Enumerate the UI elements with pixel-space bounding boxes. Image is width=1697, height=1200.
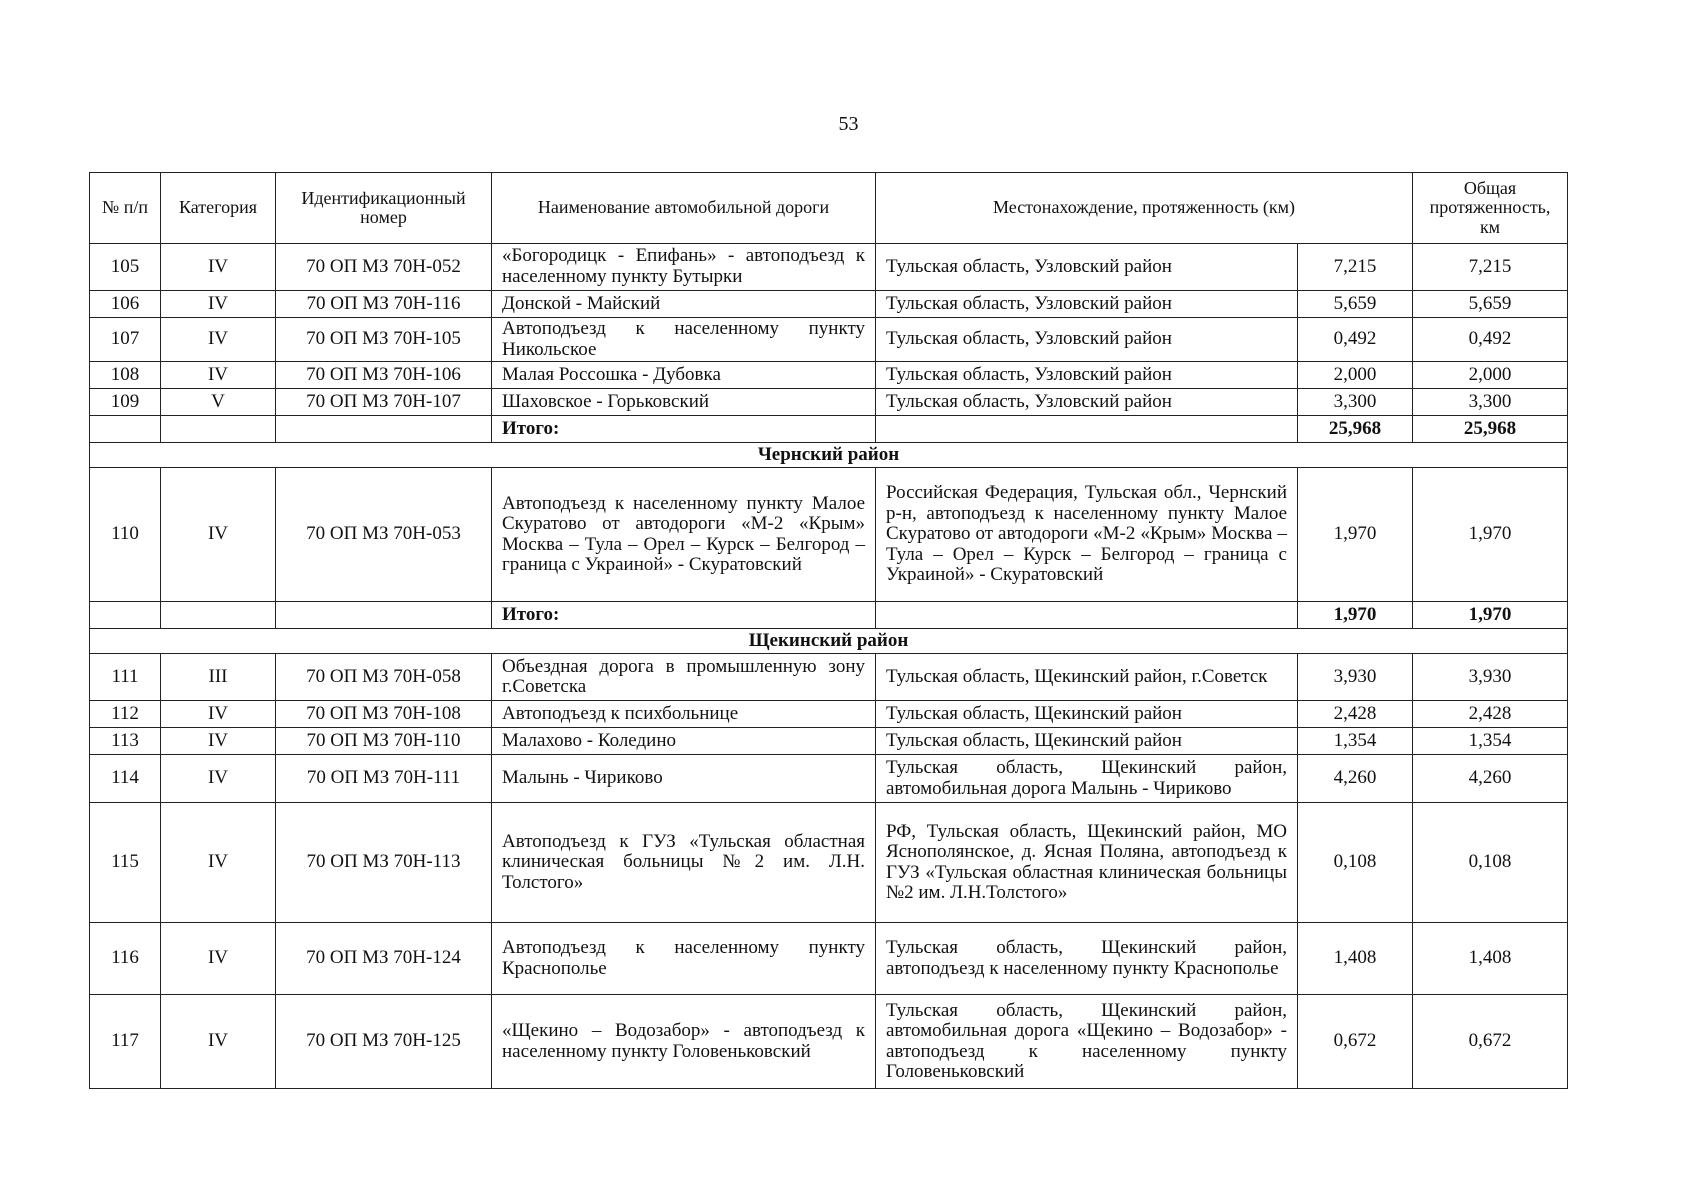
header-location: Местонахождение, протяженность (км) [876,173,1413,244]
cell-length: 0,108 [1298,803,1413,923]
cell-category: V [161,389,276,416]
total-row [90,602,1568,629]
cell-location: Тульская область, Щекинский район, автоподъезд к населенному пункту Краснополье [876,923,1298,995]
cell-total: 0,492 [1413,318,1568,362]
total-total: 25,968 [1413,416,1568,443]
table-row [90,362,1568,389]
cell-name: Автоподъезд к психбольнице [492,701,876,728]
table-row [90,291,1568,318]
cell-location: Тульская область, Щекинский район, автомобильная дорога Малынь - Чириково [876,755,1298,803]
cell-id: 70 ОП МЗ 70Н-124 [276,923,492,995]
header-category: Категория [161,173,276,244]
cell-location: Тульская область, Щекинский район [876,701,1298,728]
table-row [90,923,1568,995]
cell-location: Тульская область, Щекинский район [876,728,1298,755]
cell-num: 108 [90,362,161,389]
header-id: Идентификационный номер [276,173,492,244]
cell-num: 106 [90,291,161,318]
cell-num: 116 [90,923,161,995]
total-total: 1,970 [1413,602,1568,629]
cell-total: 2,000 [1413,362,1568,389]
cell-category: IV [161,244,276,291]
cell-name: Автоподъезд к ГУЗ «Тульская областная клиническая больницы №2 им. Л.Н. Толстого» [492,803,876,923]
header-total: Общая протяженность, км [1413,173,1568,244]
cell-total: 1,354 [1413,728,1568,755]
cell-location: Тульская область, Узловский район [876,244,1298,291]
cell-name: Донской - Майский [492,291,876,318]
cell-name: Малая Россошка - Дубовка [492,362,876,389]
cell-category: III [161,654,276,701]
cell-location: Тульская область, Узловский район [876,318,1298,362]
cell-location: Тульская область, Щекинский район, г.Советск [876,654,1298,701]
cell-id: 70 ОП МЗ 70Н-106 [276,362,492,389]
cell-total: 1,408 [1413,923,1568,995]
cell-num: 117 [90,995,161,1089]
cell-total: 1,970 [1413,468,1568,602]
cell-category: IV [161,291,276,318]
cell-length: 0,492 [1298,318,1413,362]
cell-num: 111 [90,654,161,701]
page-number: 53 [838,113,859,135]
table-row [90,468,1568,602]
total-label: Итого: [492,602,876,629]
cell-num: 107 [90,318,161,362]
cell-id: 70 ОП МЗ 70Н-125 [276,995,492,1089]
cell-length: 1,354 [1298,728,1413,755]
cell-category: IV [161,803,276,923]
cell-location: Тульская область, Узловский район [876,389,1298,416]
cell-category: IV [161,362,276,389]
cell-category: IV [161,318,276,362]
cell-length: 5,659 [1298,291,1413,318]
cell-total: 0,672 [1413,995,1568,1089]
cell-id: 70 ОП МЗ 70Н-110 [276,728,492,755]
cell-category: IV [161,923,276,995]
cell-location: РФ, Тульская область, Щекинский район, МО Яснополянское, д. Ясная Поляна, автоподъезд к ГУЗ «Тульская областная клиническая больницы №2 им. Л.Н.Толстого» [876,803,1298,923]
cell-length: 2,428 [1298,701,1413,728]
cell-category: IV [161,728,276,755]
table-row [90,389,1568,416]
header-name: Наименование автомобильной дороги [492,173,876,244]
cell-id: 70 ОП МЗ 70Н-116 [276,291,492,318]
cell-length: 4,260 [1298,755,1413,803]
total-row [90,416,1568,443]
total-length: 1,970 [1298,602,1413,629]
table-row [90,995,1568,1089]
district-row [90,443,1568,468]
table-row [90,755,1568,803]
cell-num: 114 [90,755,161,803]
header-num: № п/п [90,173,161,244]
cell-num: 112 [90,701,161,728]
district-title: Щекинский район [90,629,1568,654]
cell-name: «Щекино – Водозабор» - автоподъезд к населенному пункту Головеньковский [492,995,876,1089]
cell-total: 3,300 [1413,389,1568,416]
cell-category: IV [161,995,276,1089]
cell-id: 70 ОП МЗ 70Н-053 [276,468,492,602]
cell-location: Тульская область, Узловский район [876,291,1298,318]
cell-total: 7,215 [1413,244,1568,291]
cell-num: 105 [90,244,161,291]
cell-name: Автоподъезд к населенному пункту Краснополье [492,923,876,995]
cell-id: 70 ОП МЗ 70Н-105 [276,318,492,362]
cell-total: 2,428 [1413,701,1568,728]
total-label: Итого: [492,416,876,443]
cell-id: 70 ОП МЗ 70Н-113 [276,803,492,923]
cell-id: 70 ОП МЗ 70Н-052 [276,244,492,291]
cell-length: 1,970 [1298,468,1413,602]
table-row [90,803,1568,923]
district-row [90,629,1568,654]
cell-location: Тульская область, Узловский район [876,362,1298,389]
cell-name: Малынь - Чириково [492,755,876,803]
cell-id: 70 ОП МЗ 70Н-058 [276,654,492,701]
header-row [90,173,1568,244]
cell-total: 4,260 [1413,755,1568,803]
cell-total: 0,108 [1413,803,1568,923]
cell-length: 1,408 [1298,923,1413,995]
table-row [90,654,1568,701]
cell-num: 109 [90,389,161,416]
district-title: Чернский район [90,443,1568,468]
cell-name: Автоподъезд к населенному пункту Малое Скуратово от автодороги «М-2 «Крым» Москва – Тула – Орел – Курск – Белгород – граница с Украиной» - Скуратовский [492,468,876,602]
total-length: 25,968 [1298,416,1413,443]
cell-name: Автоподъезд к населенному пункту Никольское [492,318,876,362]
cell-name: Малахово - Коледино [492,728,876,755]
cell-length: 0,672 [1298,995,1413,1089]
cell-total: 5,659 [1413,291,1568,318]
cell-length: 3,930 [1298,654,1413,701]
cell-length: 7,215 [1298,244,1413,291]
cell-num: 110 [90,468,161,602]
cell-id: 70 ОП МЗ 70Н-108 [276,701,492,728]
table-row [90,244,1568,291]
cell-id: 70 ОП МЗ 70Н-107 [276,389,492,416]
cell-category: IV [161,468,276,602]
roads-table [89,172,1568,1089]
cell-length: 3,300 [1298,389,1413,416]
cell-num: 113 [90,728,161,755]
cell-name: Шаховское - Горьковский [492,389,876,416]
cell-category: IV [161,755,276,803]
table-row [90,728,1568,755]
cell-length: 2,000 [1298,362,1413,389]
cell-location: Тульская область, Щекинский район, автомобильная дорога «Щекино – Водозабор» - автоподъезд к населенному пункту Головеньковский [876,995,1298,1089]
cell-location: Российская Федерация, Тульская обл., Чернский р-н, автоподъезд к населенному пункту Малое Скуратово от автодороги «М-2 «Крым» Москва – Тула – Орел – Курск – Белгород – граница с Украиной» - Скуратовский [876,468,1298,602]
table-row [90,701,1568,728]
cell-num: 115 [90,803,161,923]
table-row [90,318,1568,362]
cell-category: IV [161,701,276,728]
cell-total: 3,930 [1413,654,1568,701]
cell-id: 70 ОП МЗ 70Н-111 [276,755,492,803]
cell-name: Объездная дорога в промышленную зону г.Советска [492,654,876,701]
cell-name: «Богородицк - Епифань» - автоподъезд к населенному пункту Бутырки [492,244,876,291]
